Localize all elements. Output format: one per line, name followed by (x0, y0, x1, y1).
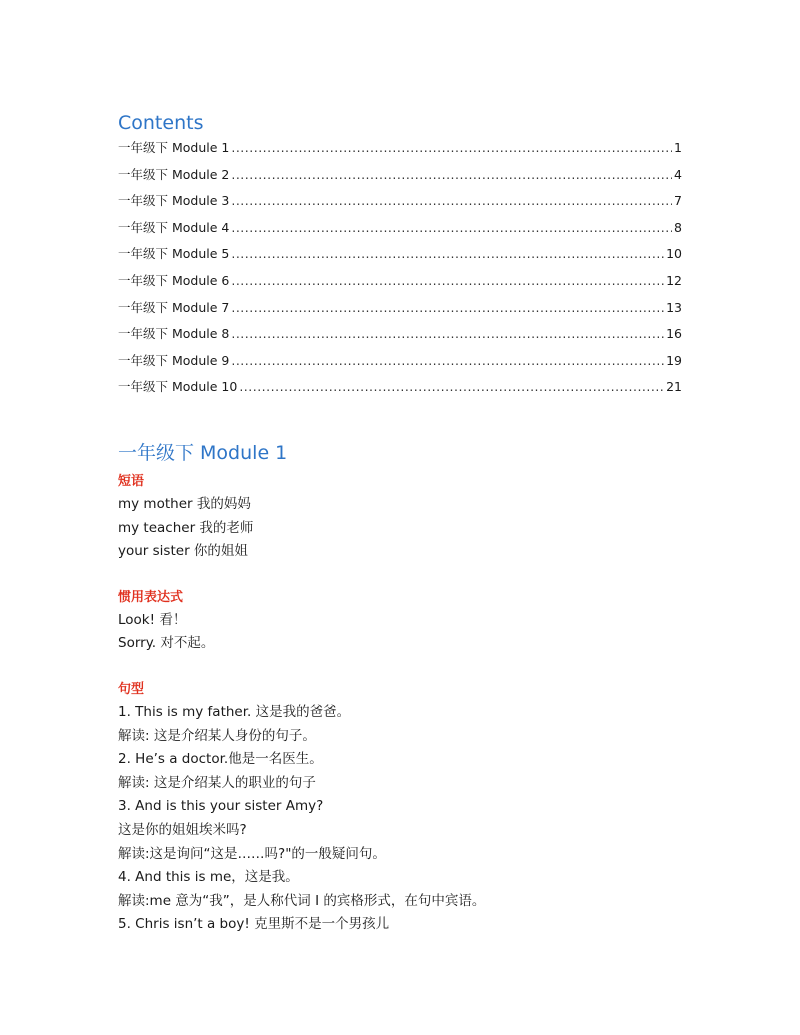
toc-dot-leader (231, 138, 672, 158)
sentence-line: 5. Chris isn’t a boy! 克里斯不是一个男孩儿 (118, 916, 390, 933)
expressions-heading: 惯用表达式 (118, 589, 184, 605)
toc-list (118, 138, 682, 404)
sentence-line: 解读:me 意为“我”，是人称代词 I 的宾格形式，在句中宾语。 (118, 892, 486, 909)
toc-dot-leader (231, 244, 664, 264)
toc-entry-module-9[interactable] (118, 351, 682, 378)
toc-entry-title: 一年级下 Module 5 (118, 246, 230, 262)
sentence-line: 解读: 这是介绍某人身份的句子。 (118, 727, 316, 744)
toc-entry-title: 一年级下 Module 8 (118, 326, 230, 342)
expression-line: Sorry. 对不起。 (118, 635, 215, 652)
sentence-line: 2. He’s a doctor.他是一名医生。 (118, 751, 323, 768)
toc-entry-page: 4 (674, 166, 682, 182)
toc-dot-leader (231, 351, 664, 371)
toc-dot-leader (231, 165, 672, 185)
toc-entry-module-4[interactable] (118, 218, 682, 245)
sentence-line: 解读:这是询问“这是……吗?"的一般疑问句。 (118, 845, 386, 862)
phrase-line: my teacher 我的老师 (118, 519, 254, 536)
toc-entry-page: 7 (674, 193, 682, 209)
toc-dot-leader (231, 298, 664, 318)
toc-entry-module-1[interactable] (118, 138, 682, 165)
toc-entry-module-8[interactable] (118, 324, 682, 351)
expression-line: Look! 看！ (118, 611, 187, 628)
toc-dot-leader (231, 191, 672, 211)
toc-entry-title: 一年级下 Module 6 (118, 272, 230, 288)
toc-dot-leader (231, 271, 664, 291)
sentence-line: 解读: 这是介绍某人的职业的句子 (118, 774, 316, 791)
sentence-line: 4. And this is me，这是我。 (118, 869, 299, 886)
toc-entry-page: 10 (666, 246, 682, 262)
toc-entry-module-10[interactable] (118, 377, 682, 404)
toc-entry-page: 21 (666, 379, 682, 395)
toc-entry-title: 一年级下 Module 4 (118, 219, 230, 235)
toc-dot-leader (231, 324, 664, 344)
toc-entry-title: 一年级下 Module 7 (118, 299, 230, 315)
toc-entry-title: 一年级下 Module 3 (118, 193, 230, 209)
toc-entry-title: 一年级下 Module 9 (118, 352, 230, 368)
toc-entry-page: 19 (666, 352, 682, 368)
toc-entry-page: 8 (674, 219, 682, 235)
toc-entry-page: 16 (666, 326, 682, 342)
toc-entry-module-5[interactable] (118, 244, 682, 271)
sentence-line: 3. And is this your sister Amy? (118, 798, 324, 815)
toc-dot-leader (231, 218, 672, 238)
toc-entry-module-3[interactable] (118, 191, 682, 218)
sentence-line: 这是你的姐姐埃米吗? (118, 821, 247, 838)
toc-entry-module-6[interactable] (118, 271, 682, 298)
toc-dot-leader (239, 377, 664, 397)
section-title: 一年级下 Module 1 (118, 442, 288, 464)
sentence-line: 1. This is my father. 这是我的爸爸。 (118, 703, 351, 720)
paragraph-spacer (118, 656, 682, 679)
phrase-line: my mother 我的妈妈 (118, 496, 251, 512)
toc-heading: Contents (118, 112, 204, 134)
section-body (118, 471, 682, 937)
toc-entry-page: 1 (674, 140, 682, 155)
phrase-line: your sister 你的姐姐 (118, 543, 248, 560)
phrases-heading: 短语 (118, 474, 145, 489)
toc-entry-module-7[interactable] (118, 298, 682, 325)
paragraph-spacer (118, 564, 682, 587)
toc-entry-title: 一年级下 Module 1 (118, 140, 230, 155)
document-page (118, 110, 682, 933)
toc-entry-page: 13 (666, 299, 682, 315)
toc-entry-title: 一年级下 Module 10 (118, 379, 238, 395)
toc-entry-title: 一年级下 Module 2 (118, 166, 230, 182)
toc-entry-page: 12 (666, 272, 682, 288)
sentences-heading: 句型 (118, 681, 145, 697)
toc-entry-module-2[interactable] (118, 165, 682, 192)
